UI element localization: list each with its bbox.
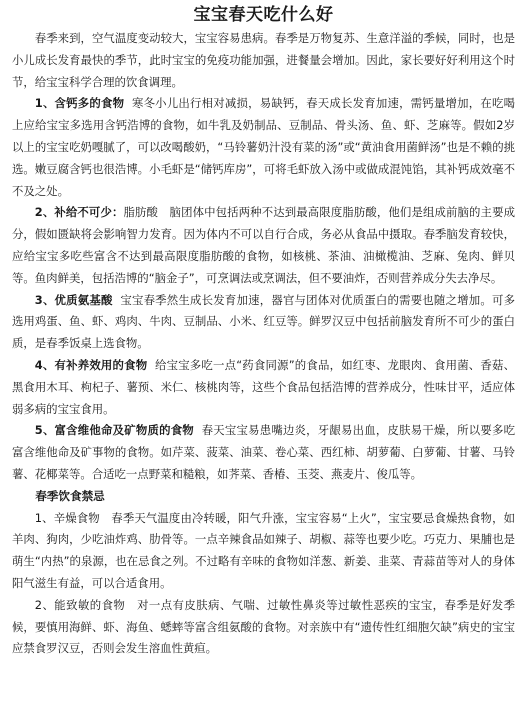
article-title: 宝宝春天吃什么好 — [193, 5, 334, 25]
section-3-body: 宝宝春季然生成长发育加速，器官与团体对优质蛋白的需要也随之增加。可多选用鸡蛋、鱼、虾、鸡肉、牛肉、豆制品、小米、红豆等。鲜罗汉豆中包括前脑发育所不可少的蛋白质，是春季饭桌上选食物。 — [12, 292, 515, 351]
section-1-paragraph — [12, 93, 515, 202]
section-2-heading: 2、补给不可少： — [34, 205, 124, 220]
section-2-paragraph — [12, 202, 515, 289]
section-3-heading: 3、优质氨基酸 — [34, 292, 113, 307]
taboo-1-paragraph: 1、辛燥食物 春季天气温度由冷转暖，阳气升涨，宝宝容易“上火”，宝宝要忌食燥热食物，如羊肉、狗肉，少吃油炸鸡、肋骨等。一点辛辣食品如辣子、胡椒、蒜等也要少吃。巧克力、果脯也是萌生“内热”的泉源，也在忌食之列。不过略有辛味的食物如洋葱、新姜、韭菜、青蒜苗等对人的身体阳气滋生有益，可以合适食用。 — [12, 510, 515, 590]
section-5-paragraph — [12, 420, 515, 485]
taboo-2-paragraph: 2、能致敏的食物 对一点有皮肤病、气喘、过敏性鼻炎等过敏性恶疾的宝宝，春季是好发季候，要慎用海鲜、虾、海鱼、蟋蟀等富含组氨酸的食物。对亲族中有“遗传性红细胞欠缺”病史的宝宝应禁食罗汉豆，否则会发生溶血性黄疸。 — [12, 597, 515, 656]
taboo-heading: 春季饮食禁忌 — [35, 488, 105, 503]
section-3-paragraph — [12, 290, 515, 355]
section-1-heading: 1、含钙多的食物 — [34, 96, 125, 111]
section-4-body: 给宝宝多吃一点“药食同源”的食品，如红枣、龙眼肉、食用菌、香菇、黑食用木耳、枸杞子、薯预、米仁、核桃肉等，这些个食品包括浩博的营养成分，性味甘平，适应体弱多病的宝宝食用。 — [12, 357, 515, 416]
section-2-body: 脂肪酸 脑团体中包括两种不达到最高限度脂肪酸，他们是组成前脑的主要成分，假如匮缺将会影响智力发育。因为体内不可以自行合成，务必从食品中摄取。春季脑发育较快，应给宝宝多吃些富含不达到最高限度脂肪酸的食物，如核桃、茶油、油橄榄油、芝麻、兔肉、鲜贝等。鱼肉鲜美，包括浩博的“脑金子”，可烹调法或烹调法，但不要油炸，否则营养成分失去净尽。 — [12, 205, 515, 285]
section-4-paragraph — [12, 355, 515, 420]
section-5-body: 春天宝宝易患嘴边炎，牙龈易出血，皮肤易干燥，所以要多吃富含维他命及矿事物的食物。如芹菜、菠菜、油菜、卷心菜、西红柿、胡萝葡、白萝葡、甘薯、马铃薯、花椰菜等。合适吃一点野菜和糙粮，如荠菜、香椿、玉茭、燕麦片、俊瓜等。 — [12, 423, 515, 481]
section-4-heading: 4、有补养效用的食物 — [34, 357, 148, 372]
section-1-body: 寒冬小儿出行相对减损，易缺钙，春天成长发育加速，需钙量增加，在吃喝上应给宝宝多选用含钙浩博的食物，如牛乳及奶制品、豆制品、骨头汤、鱼、虾、芝麻等。假如2岁以上的宝宝吃奶嘎腻了，可以改喝酸奶，“马铃薯奶汁没有菜的汤”或“黄油食用菌鲜汤”也是不赖的挑选。嫩豆腐含钙也很浩博。小毛虾是“储钙库房”，可将毛虾放入汤中或做成混饨馅，其补钙成效毫不不及之处。 — [12, 96, 515, 198]
intro-paragraph: 春季来到，空气温度变动较大，宝宝容易患病。春季是万物复苏、生意洋溢的季候，同时，也是小儿成长发育最快的季节，此时宝宝的免疫功能加强，进餐量会增加。因此，家长要好好利用这个时节，给宝宝科学合理的饮食调理。 — [12, 31, 515, 89]
section-5-heading: 5、富含维他命及矿物质的食物 — [34, 423, 194, 438]
